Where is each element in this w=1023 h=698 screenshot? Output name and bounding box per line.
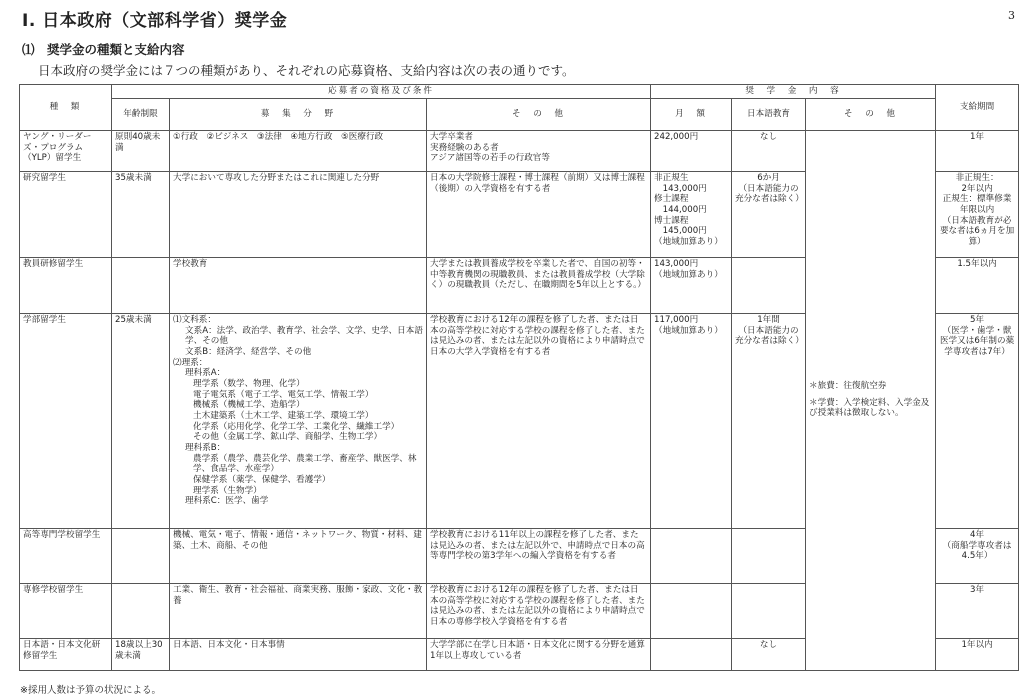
- header-period: 支給期間: [936, 85, 1019, 131]
- other-cell: 学校教育における11年以上の課程を修了した者、または見込みの者、または左記以外で、申請時点で日本の高等専門学校の第3学年への編入学資格を有する者: [427, 529, 651, 584]
- period-cell: 3年: [936, 584, 1019, 639]
- fees-benefit: ＊学費：入学検定料、入学金及び授業料は徴取しない。: [809, 397, 930, 419]
- monthly-cell: [651, 529, 732, 584]
- page-number: 3: [1008, 9, 1015, 22]
- type-cell: 研究留学生: [20, 172, 112, 258]
- field-line: 電子電気系（電子工学、電気工学、情報工学）: [193, 389, 374, 400]
- field-cell: 機械、電気・電子、情報・通信・ネットワーク、物質・材料、建築、土木、商船、その他: [170, 529, 427, 584]
- monthly-cell: 143,000円 （地域加算あり）: [651, 258, 732, 314]
- other-cell: 大学学部に在学し日本語・日本文化に関する分野を通算1年以上専攻している者: [427, 639, 651, 671]
- field-line: 理科系B：: [185, 442, 226, 453]
- field-line: その他（金属工学、鉱山学、商船学、生物工学）: [193, 432, 383, 443]
- age-cell: [112, 584, 170, 639]
- scholarship-table: [19, 84, 1019, 671]
- age-cell: [112, 258, 170, 314]
- shared-benefits-cell: [806, 131, 936, 671]
- field-line: 理学系（数学、物理、化学）: [193, 378, 305, 389]
- period-cell: 1年: [936, 131, 1019, 172]
- header-monthly: 月 額: [651, 99, 732, 131]
- other-cell: 日本の大学院修士課程・博士課程（前期）又は博士課程（後期）の入学資格を有する者: [427, 172, 651, 258]
- type-cell: 日本語・日本文化研修留学生: [20, 639, 112, 671]
- intro-text: 日本政府の奨学金には７つの種類があり、それぞれの応募資格、支給内容は次の表の通りです。: [38, 63, 575, 78]
- period-cell: 1.5年以内: [936, 258, 1019, 314]
- period-cell: 4年 （商船学専攻者は4.5年）: [936, 529, 1019, 584]
- field-line: 土木建築系（土木工学、建築工学、環境工学）: [193, 410, 374, 421]
- field-cell: 工業、衛生、教育・社会福祉、商業実務、服飾・家政、文化・教養: [170, 584, 427, 639]
- header-applicant-group: 応募者の資格及び条件: [112, 85, 651, 99]
- type-cell: 学部留学生: [20, 314, 112, 529]
- header-benefit-other: そ の 他: [806, 99, 936, 131]
- type-cell: 教員研修留学生: [20, 258, 112, 314]
- period-cell: 5年 （医学・歯学・獣医学又は6年制の薬学専攻者は7年）: [936, 314, 1019, 529]
- age-cell: [112, 529, 170, 584]
- age-cell: 原則40歳未満: [112, 131, 170, 172]
- other-cell: 学校教育における12年の課程を修了した者、または日本の高等学校に対応する学校の課程を修了した者、または見込みの者、または左記以外の資格により申請時点で日本の専修学校入学資格を有する者: [427, 584, 651, 639]
- field-cell: [170, 314, 427, 529]
- japanese-cell: なし: [732, 131, 806, 172]
- field-cell: 大学において専攻した分野またはこれに関連した分野: [170, 172, 427, 258]
- header-age: 年齢制限: [112, 99, 170, 131]
- monthly-cell: [651, 584, 732, 639]
- section-heading: ⑴ 奨学金の種類と支給内容: [22, 42, 185, 57]
- period-cell: 非正規生： 2年以内 正規生：標準修業年限以内 （日本語教育が必要な者は6ヵ月を加算）: [936, 172, 1019, 258]
- field-cell: ①行政 ②ビジネス ③法律 ④地方行政 ⑤医療行政: [170, 131, 427, 172]
- field-line: 文系A：法学、政治学、教育学、社会学、文学、史学、日本語学、その他: [185, 325, 423, 347]
- japanese-cell: [732, 258, 806, 314]
- monthly-cell: 非正規生 143,000円 修士課程 144,000円 博士課程 145,000円 （地域加算あり）: [651, 172, 732, 258]
- type-cell: 専修学校留学生: [20, 584, 112, 639]
- field-line: 理科系C：医学、歯学: [185, 496, 269, 507]
- header-type: 種 類: [20, 85, 112, 131]
- monthly-cell: 242,000円: [651, 131, 732, 172]
- japanese-cell: なし: [732, 639, 806, 671]
- field-line: 機械系（機械工学、造船学）: [193, 400, 305, 411]
- header-benefit-group: 奨 学 金 内 容: [651, 85, 936, 99]
- monthly-cell: 117,000円 （地域加算あり）: [651, 314, 732, 529]
- field-cell: 日本語、日本文化・日本事情: [170, 639, 427, 671]
- page-title: Ⅰ. 日本政府（文部科学省）奨学金: [22, 11, 288, 31]
- japanese-cell: 1年間 （日本語能力の充分な者は除く）: [732, 314, 806, 529]
- field-line: 保健学系（薬学、保健学、看護学）: [193, 474, 331, 485]
- other-cell: 学校教育における12年の課程を修了した者、または日本の高等学校に対応する学校の課程を修了した者、または見込みの者、または左記以外の資格により申請時点で日本の大学入学資格を有する者: [427, 314, 651, 529]
- type-cell: 高等専門学校留学生: [20, 529, 112, 584]
- header-japanese: 日本語教育: [732, 99, 806, 131]
- period-cell: 1年以内: [936, 639, 1019, 671]
- age-cell: 18歳以上30歳未満: [112, 639, 170, 671]
- japanese-cell: 6か月 （日本語能力の充分な者は除く）: [732, 172, 806, 258]
- field-line: 理学系（生物学）: [193, 485, 262, 496]
- monthly-cell: [651, 639, 732, 671]
- type-cell: ヤング・リーダーズ・プログラム（YLP）留学生: [20, 131, 112, 172]
- age-cell: 25歳未満: [112, 314, 170, 529]
- age-cell: 35歳未満: [112, 172, 170, 258]
- other-cell: 大学または教員養成学校を卒業した者で、自国の初等・中等教育機関の現職教員、または教員養成学校（大学除く）の現職教員（ただし、在職期間を5年以上とする。）: [427, 258, 651, 314]
- field-line: 理科系A：: [185, 368, 226, 379]
- table-row: [20, 131, 1019, 172]
- field-line: 農学系（農学、農芸化学、農業工学、畜産学、獣医学、林学、食品学、水産学）: [193, 453, 417, 475]
- travel-benefit: ＊旅費：往復航空券: [809, 381, 887, 392]
- field-line: ⑴文科系：: [173, 315, 216, 325]
- field-line: ⑵理系：: [173, 357, 208, 368]
- field-line: 文系B：経済学、経営学、その他: [185, 346, 312, 357]
- other-cell: 大学卒業者 実務経験のある者 アジア諸国等の若手の行政官等: [427, 131, 651, 172]
- field-cell: 学校教育: [170, 258, 427, 314]
- header-field: 募 集 分 野: [170, 99, 427, 131]
- japanese-cell: [732, 584, 806, 639]
- japanese-cell: [732, 529, 806, 584]
- field-line: 化学系（応用化学、化学工学、工業化学、繊維工学）: [193, 421, 400, 432]
- footnote: ※採用人数は予算の状況による。: [20, 685, 161, 696]
- header-other: そ の 他: [427, 99, 651, 131]
